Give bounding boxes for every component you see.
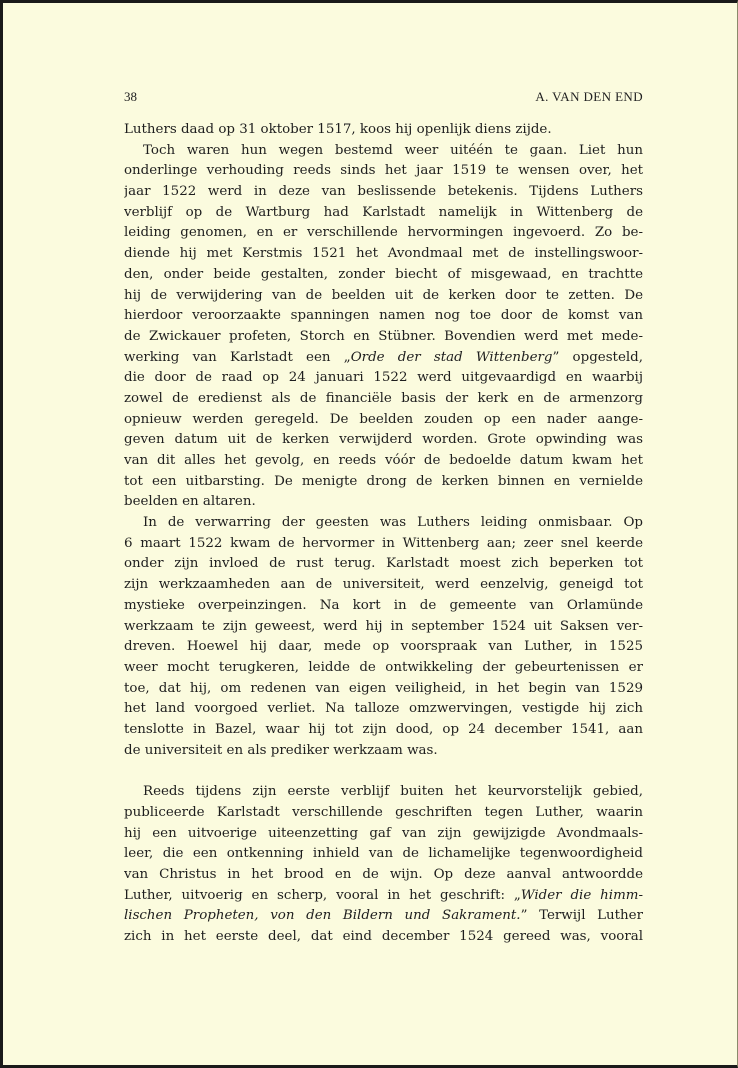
italic-title-wider-cont: lischen Propheten, von den Bildern und Sakrament. xyxy=(124,908,521,924)
text-line: 6 maart 1522 kwam de hervormer in Wittenberg aan; zeer snel keerde xyxy=(124,535,643,551)
text-line: In de verwarring der geesten was Luthers leiding onmisbaar. Op xyxy=(143,515,643,531)
text-line: leiding genomen, en er verschillende hervormingen ingevoerd. Zo be- xyxy=(124,225,643,241)
text-line: zowel de eredienst als de financiële basis der kerk en de armenzorg xyxy=(124,390,643,406)
text-line: die door de raad op 24 januari 1522 werd uitgevaardigd en waarbij xyxy=(124,370,643,386)
text-line: het land voorgoed verliet. Na talloze omzwervingen, vestigde hij zich xyxy=(124,701,643,717)
running-head xyxy=(124,89,643,109)
text-line: zijn werkzaamheden aan de universiteit, werd eenzelvig, geneigd tot xyxy=(124,577,643,593)
text-line: hij de verwijdering van de beelden uit de kerken door te zetten. De xyxy=(124,287,643,303)
text-line-with-title xyxy=(124,886,643,907)
section-gap xyxy=(124,761,643,782)
text-fragment: ” opgesteld, xyxy=(552,349,643,365)
text-line: jaar 1522 werd in deze van beslissende betekenis. Tijdens Luthers xyxy=(124,184,643,200)
text-line: van Christus in het brood en de wijn. Op deze aanval antwoordde xyxy=(124,867,643,883)
text-line: de Zwickauer profeten, Storch en Stübner. Bovendien werd met mede- xyxy=(124,328,643,344)
text-line: mystieke overpeinzingen. Na kort in de gemeente van Orlamünde xyxy=(124,597,643,613)
text-line: werkzaam te zijn geweest, werd hij in september 1524 uit Saksen ver- xyxy=(124,618,643,634)
paragraph-1 xyxy=(124,120,643,141)
text-line: de universiteit en als prediker werkzaam was. xyxy=(124,742,438,758)
text-line: dreven. Hoewel hij daar, mede op voorspraak van Luther, in 1525 xyxy=(124,639,643,655)
text-line: Luthers daad op 31 oktober 1517, koos hij openlijk diens zijde. xyxy=(124,122,552,137)
text-line: hij een uitvoerige uiteenzetting gaf van zijn gewijzigde Avondmaals- xyxy=(124,825,643,841)
text-line: weer mocht terugkeren, leidde de ontwikkeling der gebeurtenissen er xyxy=(124,659,643,675)
text-line: geven datum uit de kerken verwijderd worden. Grote opwinding was xyxy=(124,432,643,448)
text-line: beelden en altaren. xyxy=(124,494,256,510)
page-number: 38 xyxy=(124,89,137,104)
text-line: zich in het eerste deel, dat eind december 1524 gereed was, vooral xyxy=(124,929,643,945)
text-line: verblijf op de Wartburg had Karlstadt namelijk in Wittenberg de xyxy=(124,204,643,220)
text-line: hierdoor veroorzaakte spanningen namen nog toe door de komst van xyxy=(124,308,643,324)
header-author: A. VAN DEN END xyxy=(535,89,643,104)
text-line: Toch waren hun wegen bestemd weer uitéén te gaan. Liet hun xyxy=(143,142,643,158)
body-text xyxy=(124,120,643,948)
text-line: tenslotte in Bazel, waar hij tot zijn dood, op 24 december 1541, aan xyxy=(124,721,643,737)
text-line: opnieuw werden geregeld. De beelden zouden op een nader aange- xyxy=(124,411,643,427)
paragraph-4 xyxy=(124,782,643,948)
text-line: toe, dat hij, om redenen van eigen veiligheid, in het begin van 1529 xyxy=(124,680,643,696)
text-fragment: ” Terwijl Luther xyxy=(520,908,643,924)
text-line: onder zijn invloed de rust terug. Karlstadt moest zich beperken tot xyxy=(124,556,643,572)
text-fragment: Luther, uitvoerig en scherp, vooral in het geschrift: „ xyxy=(124,887,521,903)
text-fragment: werking van Karlstadt een „ xyxy=(124,349,351,365)
text-line: publiceerde Karlstadt verschillende geschriften tegen Luther, waarin xyxy=(124,805,643,820)
text-line-with-title xyxy=(124,906,643,927)
text-line: Reeds tijdens zijn eerste verblijf buiten het keurvorstelijk gebied, xyxy=(143,784,643,800)
italic-title-orde: Orde der stad Wittenberg xyxy=(350,349,553,365)
text-line: leer, die een ontkenning inhield van de lichamelijke tegenwoordigheid xyxy=(124,846,643,862)
text-line: onderlinge verhouding reeds sinds het jaar 1519 te wensen over, het xyxy=(124,163,643,179)
text-line: van dit alles het gevolg, en reeds vóór de bedoelde datum kwam het xyxy=(124,453,643,468)
text-line: den, onder beide gestalten, zonder biecht of misgewaad, en trachtte xyxy=(124,266,643,282)
text-line-with-title xyxy=(124,348,643,369)
text-line: tot een uitbarsting. De menigte drong de kerken binnen en vernielde xyxy=(124,473,643,489)
italic-title-wider: Wider die himm- xyxy=(520,887,643,903)
paragraph-3 xyxy=(124,513,643,761)
paragraph-2 xyxy=(124,141,643,513)
text-line: diende hij met Kerstmis 1521 het Avondmaal met de instellingswoor- xyxy=(124,246,643,262)
